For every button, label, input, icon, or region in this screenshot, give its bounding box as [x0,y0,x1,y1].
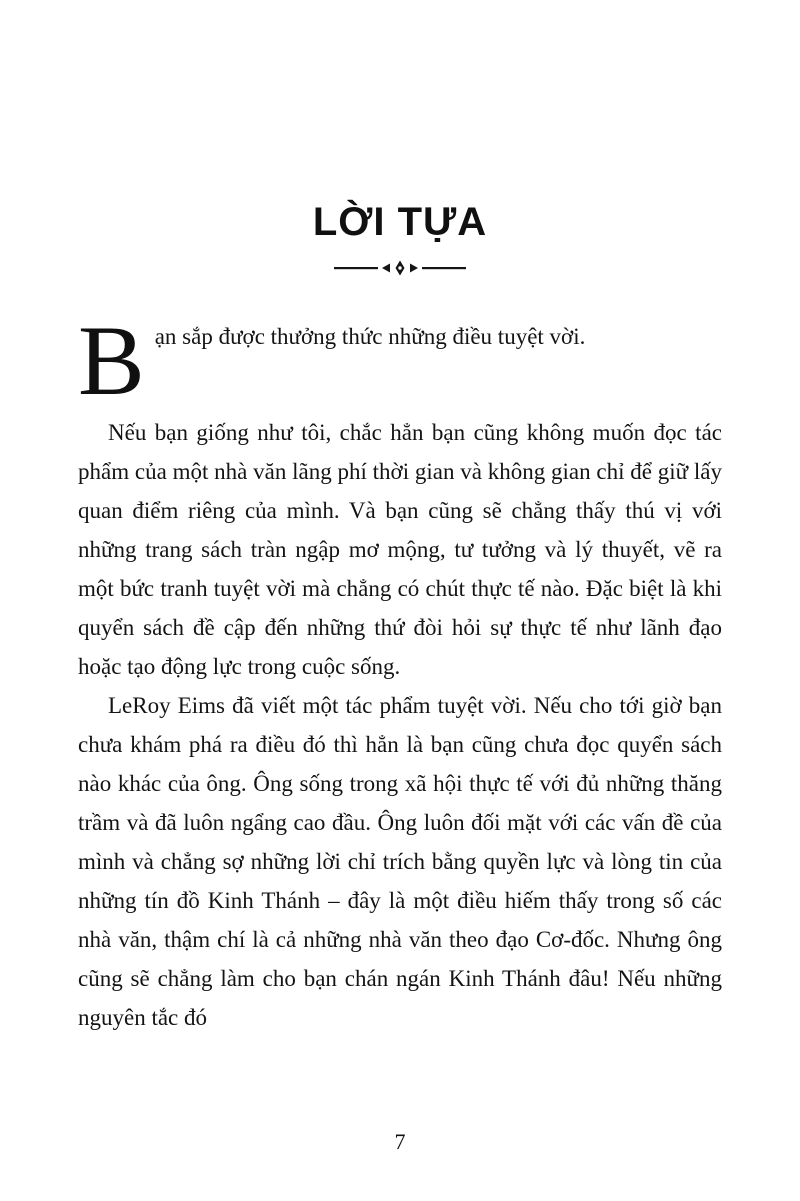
page-number: 7 [394,1129,406,1154]
body-text [0,279,800,1037]
paragraph: Nếu bạn giống như tôi, chắc hẳn bạn cũng không muốn đọc tác phẩm của một nhà văn lãng phí thời gian và không gian chỉ để giữ lấy quan điểm riêng của mình. Và bạn cũng sẽ chẳng thấy thú vị với những trang sách tràn ngập mơ mộng, tư tưởng và lý thuyết, vẽ ra một bức tranh tuyệt vời mà chẳng có chút thực tế nào. Đặc biệt là khi quyển sách đề cập đến những thứ đòi hỏi sự thực tế như lãnh đạo hoặc tạo động lực trong cuộc sống. [78,420,722,679]
page-title: LỜI TỰA [312,200,488,244]
paragraph: LeRoy Eims đã viết một tác phẩm tuyệt vời. Nếu cho tới giờ bạn chưa khám phá ra điều đó thì hẳn là bạn cũng chưa đọc quyển sách nào khác của ông. Ông sống trong xã hội thực tế với đủ những thăng trầm và đã luôn ngẩng cao đầu. Ông luôn đối mặt với các vấn đề của mình và chẳng sợ những lời chỉ trích bằng quyền lực và lòng tin của những tín đồ Kinh Thánh – đây là một điều hiếm thấy trong số các nhà văn, thậm chí là cả những nhà văn theo đạo Cơ-đốc. Nhưng ông cũng sẽ chẳng làm cho bạn chán ngán Kinh Thánh đâu! Nếu những nguyên tắc đó [78,693,722,1030]
divider-ornament-icon [0,259,800,279]
drop-cap: B [78,305,145,416]
paragraph-lead [78,305,722,416]
lead-text: ạn sắp được thưởng thức những điều tuyệt vời. [154,324,586,349]
